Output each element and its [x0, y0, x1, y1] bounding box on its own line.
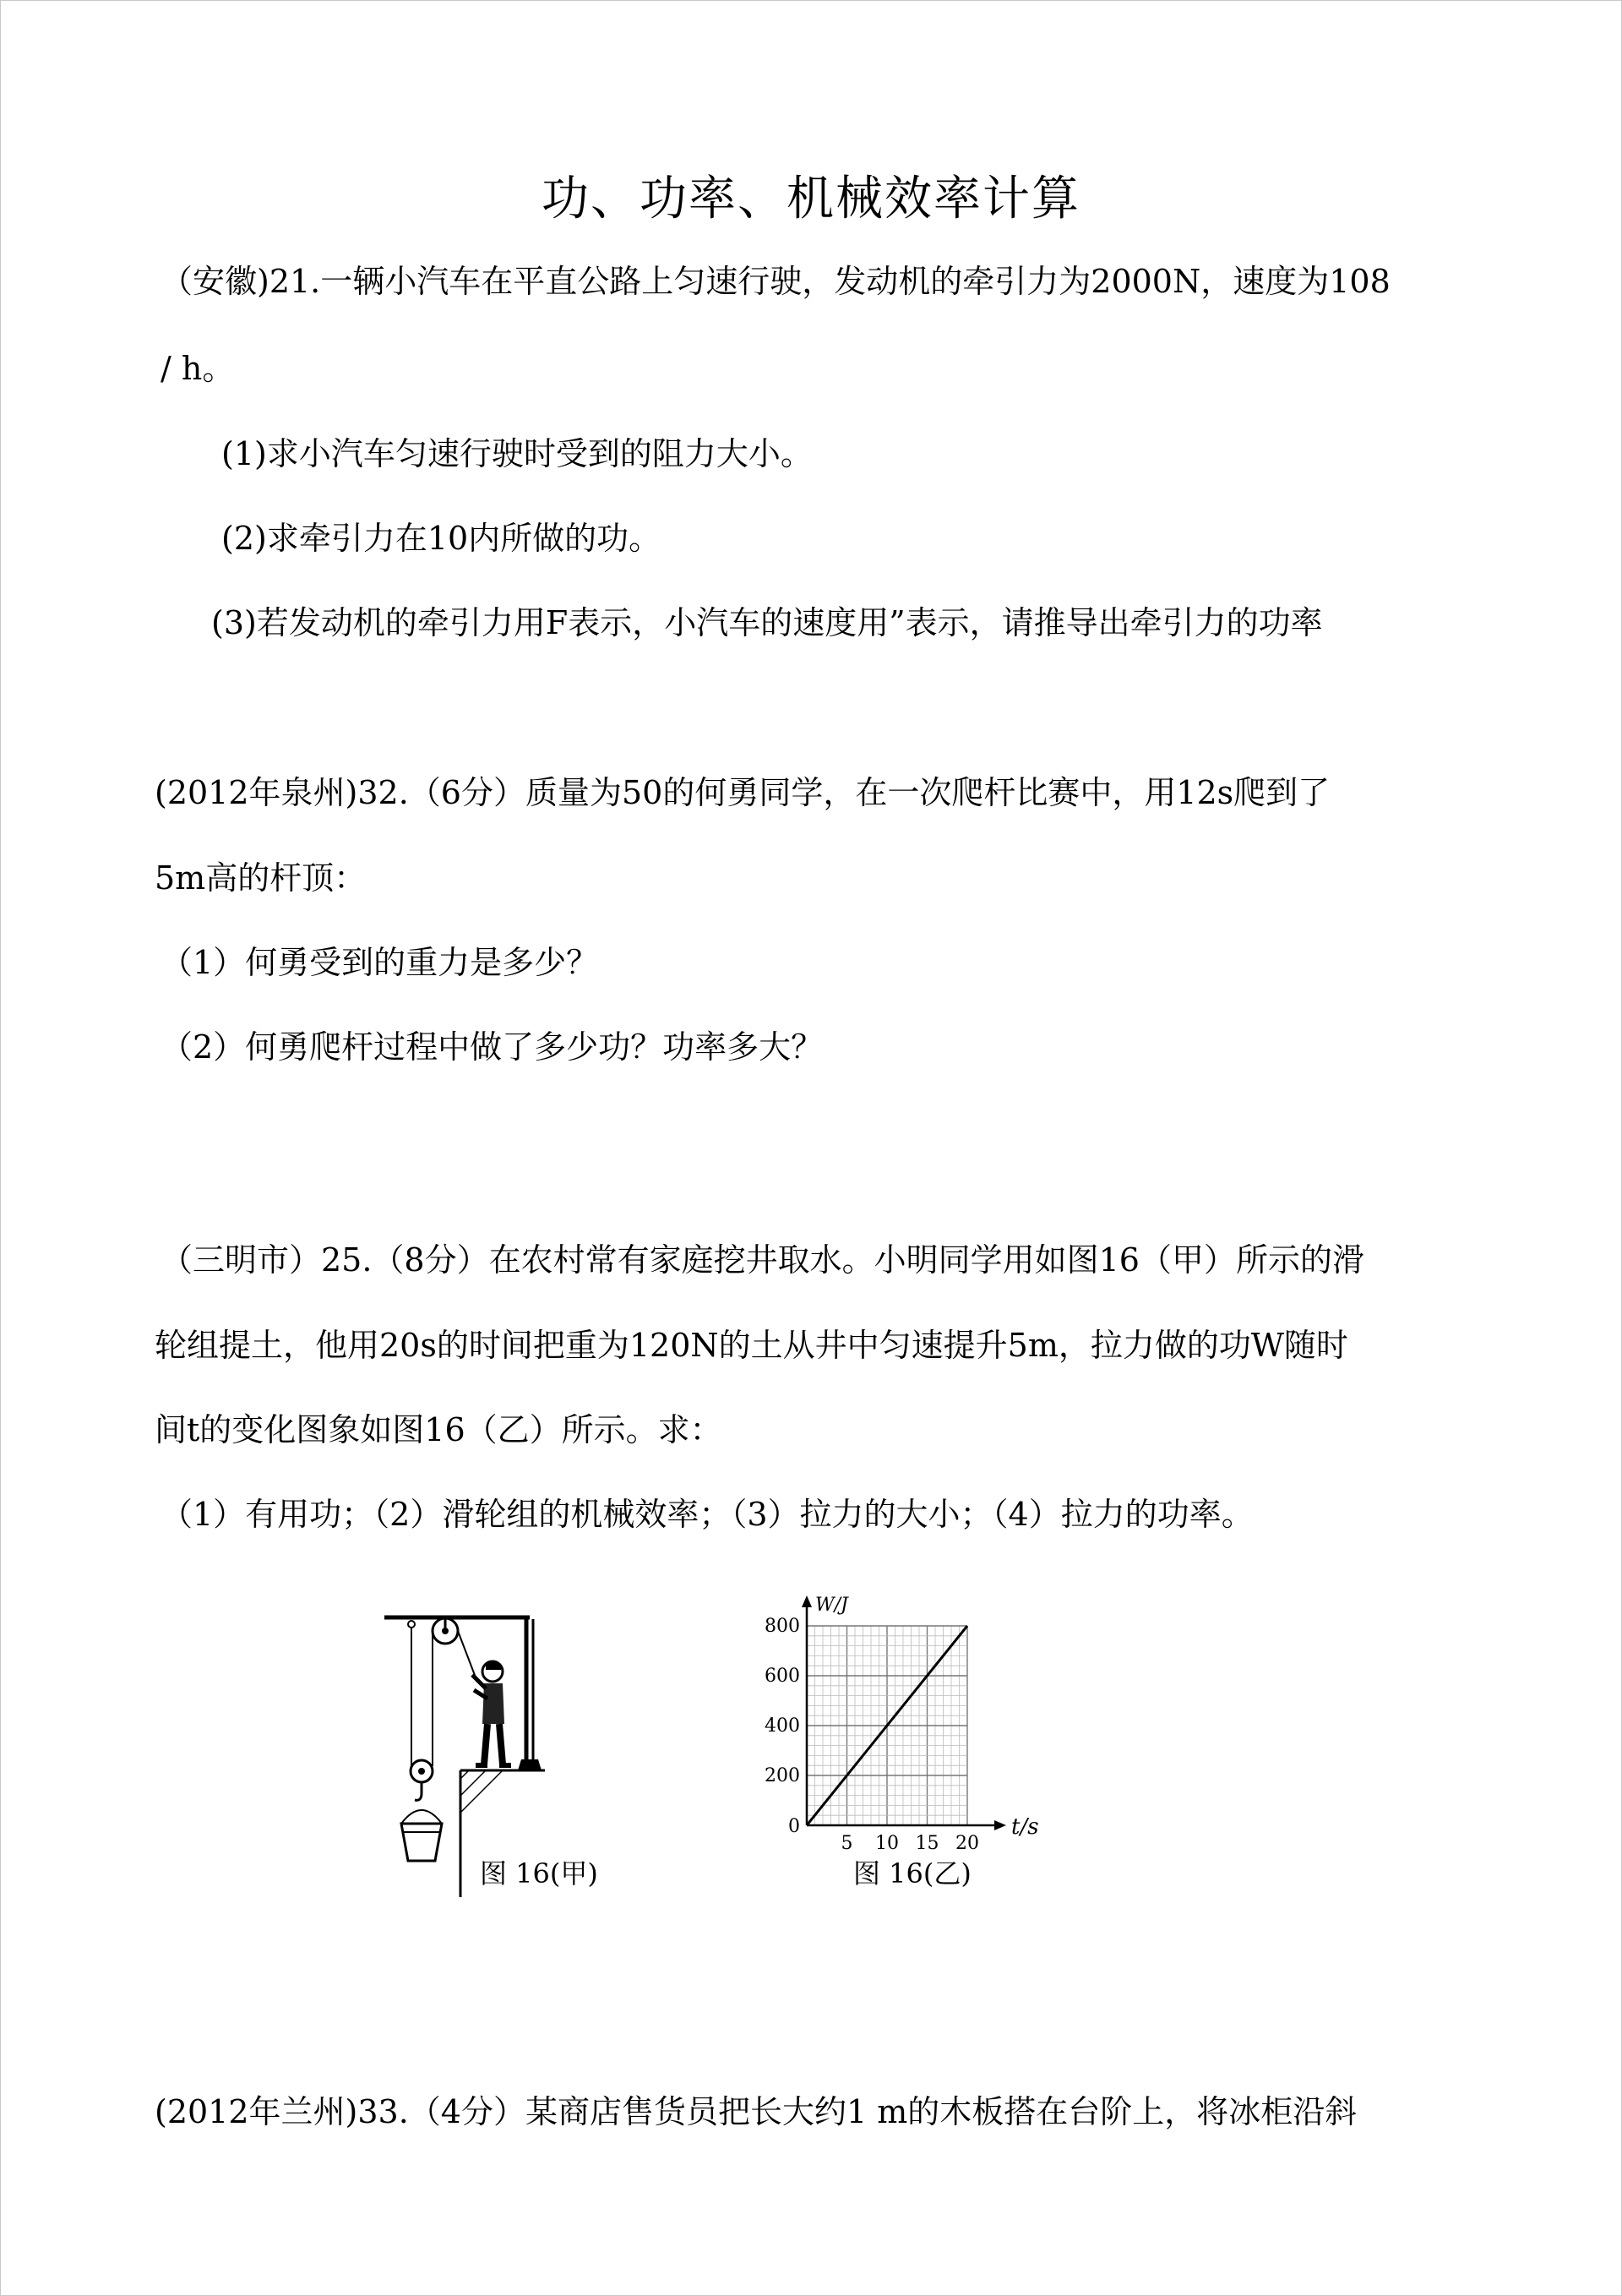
x-tick-label: 20	[955, 1833, 979, 1854]
problem-1-q1: (1)求小汽车匀速行驶时受到的阻力大小。	[221, 435, 813, 472]
y-tick-label: 600	[765, 1666, 800, 1687]
problem-1-q3: (3)若发动机的牵引力用F表示，小汽车的速度用”表示，请推导出牵引力的功率	[211, 604, 1323, 641]
x-tick-label: 10	[875, 1833, 899, 1854]
rope-pull	[458, 1631, 476, 1677]
hook-ring	[408, 1621, 415, 1628]
person-icon	[472, 1661, 511, 1768]
problem-2-line-1: (2012年泉州)32.（6分）质量为50的何勇同学，在一次爬杆比赛中，用12s爬到了	[155, 774, 1331, 811]
y-tick-label: 200	[765, 1765, 800, 1786]
problem-1-line-2: / h。	[161, 350, 235, 387]
y-tick-label: 400	[765, 1715, 800, 1737]
problem-2-q1: （1）何勇受到的重力是多少？	[161, 944, 599, 981]
y-tick-label: 800	[765, 1616, 800, 1637]
pulley-hook	[415, 1782, 422, 1800]
x-axis-arrow	[994, 1820, 1006, 1830]
problem-1-line-1: （安徽)21.一辆小汽车在平直公路上匀速行驶，发动机的牵引力为2000N，速度为108	[161, 263, 1391, 300]
work-time-chart	[748, 1589, 1102, 1868]
problem-3-line-4: （1）有用功；（2）滑轮组的机械效率；（3）拉力的大小；（4）拉力的功率。	[161, 1496, 1254, 1533]
y-axis-label: W/J	[815, 1595, 848, 1616]
movable-pulley	[411, 1760, 433, 1800]
figure-16-a	[376, 1597, 562, 1897]
page-title: 功、功率、机械效率计算	[542, 172, 1080, 226]
problem-1-q2: (2)求牵引力在10内所做的功。	[221, 520, 661, 557]
problem-4-line-1: (2012年兰州)33.（4分）某商店售货员把长大约1 m的木板搭在台阶上，将冰柜沿斜	[155, 2093, 1358, 2130]
origin-label: 0	[788, 1816, 800, 1837]
problem-2-q2: （2）何勇爬杆过程中做了多少功？功率多大？	[161, 1028, 824, 1066]
problem-3-line-2: 轮组提土，他用20s的时间把重为120N的土从井中匀速提升5m，拉力做的功W随时	[155, 1327, 1348, 1364]
problem-3-line-3: 间t的变化图象如图16（乙）所示。求：	[155, 1411, 722, 1448]
problem-3-line-1: （三明市）25.（8分）在农村常有家庭挖井取水。小明同学用如图16（甲）所示的滑	[161, 1241, 1364, 1279]
y-axis-arrow	[802, 1595, 812, 1607]
figure-16-b	[748, 1589, 1102, 1868]
problem-2-line-2: 5m高的杆顶：	[155, 859, 367, 897]
figure-16-a-caption: 图 16(甲)	[480, 1857, 598, 1890]
bucket-icon	[401, 1810, 442, 1861]
pulley-diagram	[376, 1597, 562, 1897]
figure-16-b-caption: 图 16(乙)	[853, 1857, 972, 1890]
post-base	[518, 1759, 542, 1770]
x-axis-label: t/s	[1011, 1814, 1039, 1840]
x-tick-label: 5	[841, 1833, 853, 1854]
x-tick-label: 15	[915, 1833, 939, 1854]
